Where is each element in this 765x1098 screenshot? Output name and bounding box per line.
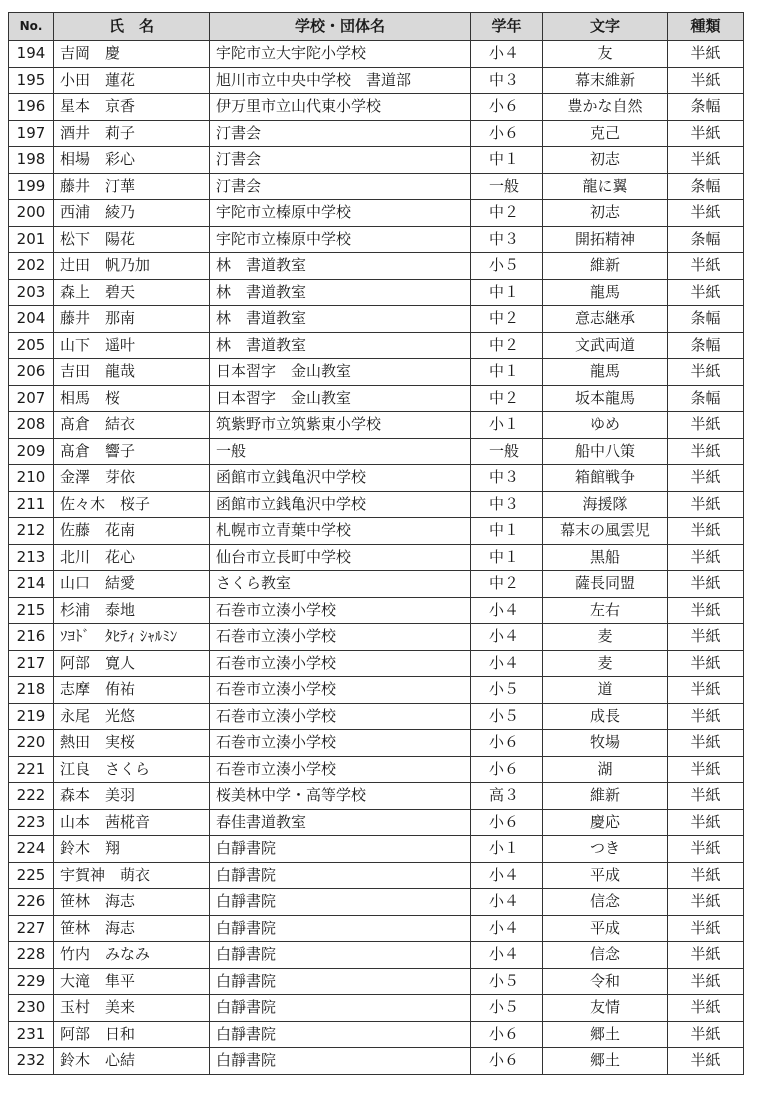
- cell-school: 汀書会: [210, 147, 471, 174]
- cell-no: 205: [9, 332, 54, 359]
- cell-type: 半紙: [668, 359, 744, 386]
- cell-type: 半紙: [668, 279, 744, 306]
- cell-no: 199: [9, 173, 54, 200]
- cell-no: 198: [9, 147, 54, 174]
- cell-school: 白靜書院: [210, 968, 471, 995]
- table-row: [9, 385, 744, 412]
- cell-grade: 小１: [471, 836, 543, 863]
- table-row: [9, 94, 744, 121]
- cell-type: 半紙: [668, 942, 744, 969]
- table-row: [9, 412, 744, 439]
- cell-type: 半紙: [668, 412, 744, 439]
- cell-school: 石巻市立湊小学校: [210, 703, 471, 730]
- cell-type: 半紙: [668, 862, 744, 889]
- table-row: [9, 332, 744, 359]
- header-type: 種類: [668, 13, 744, 41]
- cell-name: 髙倉 響子: [54, 438, 210, 465]
- cell-text: 郷土: [543, 1048, 668, 1075]
- cell-text: 船中八策: [543, 438, 668, 465]
- cell-school: 伊万里市立山代東小学校: [210, 94, 471, 121]
- cell-grade: 小４: [471, 862, 543, 889]
- table-row: [9, 518, 744, 545]
- table-header: [9, 13, 744, 41]
- table-row: [9, 253, 744, 280]
- cell-school: 白靜書院: [210, 1048, 471, 1075]
- cell-school: 汀書会: [210, 120, 471, 147]
- cell-no: 223: [9, 809, 54, 836]
- cell-type: 半紙: [668, 809, 744, 836]
- table-row: [9, 809, 744, 836]
- table-row: [9, 173, 744, 200]
- cell-text: 龍に翼: [543, 173, 668, 200]
- cell-no: 208: [9, 412, 54, 439]
- cell-school: 函館市立銭亀沢中学校: [210, 491, 471, 518]
- cell-school: 札幌市立青葉中学校: [210, 518, 471, 545]
- cell-name: 永尾 光悠: [54, 703, 210, 730]
- cell-name: 笹林 海志: [54, 915, 210, 942]
- cell-text: 龍馬: [543, 279, 668, 306]
- cell-no: 216: [9, 624, 54, 651]
- table-row: [9, 703, 744, 730]
- cell-text: 友情: [543, 995, 668, 1022]
- cell-school: 林 書道教室: [210, 279, 471, 306]
- header-no: No.: [9, 13, 54, 41]
- cell-name: 宇賀神 萌衣: [54, 862, 210, 889]
- cell-name: 熱田 実桜: [54, 730, 210, 757]
- cell-text: 初志: [543, 147, 668, 174]
- cell-school: 桜美林中学・高等学校: [210, 783, 471, 810]
- cell-grade: 中１: [471, 518, 543, 545]
- cell-text: 維新: [543, 253, 668, 280]
- cell-name: 相馬 桜: [54, 385, 210, 412]
- cell-grade: 小４: [471, 597, 543, 624]
- cell-type: 半紙: [668, 1021, 744, 1048]
- table-row: [9, 67, 744, 94]
- cell-school: 石巻市立湊小学校: [210, 730, 471, 757]
- cell-grade: 中３: [471, 67, 543, 94]
- cell-text: 幕末の風雲児: [543, 518, 668, 545]
- cell-name: 西浦 綾乃: [54, 200, 210, 227]
- cell-text: 信念: [543, 942, 668, 969]
- cell-school: 白靜書院: [210, 862, 471, 889]
- cell-name: 松下 陽花: [54, 226, 210, 253]
- table-row: [9, 836, 744, 863]
- cell-no: 212: [9, 518, 54, 545]
- cell-type: 半紙: [668, 783, 744, 810]
- cell-school: 林 書道教室: [210, 253, 471, 280]
- cell-type: 半紙: [668, 597, 744, 624]
- cell-type: 半紙: [668, 253, 744, 280]
- cell-school: 石巻市立湊小学校: [210, 650, 471, 677]
- cell-grade: 中２: [471, 332, 543, 359]
- cell-school: 宇陀市立榛原中学校: [210, 226, 471, 253]
- cell-name: 鈴木 翔: [54, 836, 210, 863]
- table-row: [9, 544, 744, 571]
- cell-school: 林 書道教室: [210, 306, 471, 333]
- cell-type: 半紙: [668, 465, 744, 492]
- cell-type: 条幅: [668, 94, 744, 121]
- cell-type: 半紙: [668, 41, 744, 68]
- cell-grade: 小６: [471, 1021, 543, 1048]
- cell-text: 箱館戦争: [543, 465, 668, 492]
- cell-grade: 小４: [471, 942, 543, 969]
- cell-school: 白靜書院: [210, 889, 471, 916]
- cell-school: 石巻市立湊小学校: [210, 624, 471, 651]
- cell-no: 203: [9, 279, 54, 306]
- cell-text: 維新: [543, 783, 668, 810]
- cell-name: 藤井 那南: [54, 306, 210, 333]
- cell-no: 194: [9, 41, 54, 68]
- cell-no: 206: [9, 359, 54, 386]
- cell-text: 平成: [543, 862, 668, 889]
- table-row: [9, 491, 744, 518]
- cell-no: 220: [9, 730, 54, 757]
- cell-no: 204: [9, 306, 54, 333]
- cell-school: 日本習字 金山教室: [210, 385, 471, 412]
- cell-type: 半紙: [668, 200, 744, 227]
- cell-type: 半紙: [668, 677, 744, 704]
- cell-type: 半紙: [668, 756, 744, 783]
- cell-name: 竹内 みなみ: [54, 942, 210, 969]
- cell-text: 開拓精神: [543, 226, 668, 253]
- table-row: [9, 624, 744, 651]
- table-row: [9, 995, 744, 1022]
- cell-school: 石巻市立湊小学校: [210, 756, 471, 783]
- cell-type: 半紙: [668, 438, 744, 465]
- cell-name: 山下 遥叶: [54, 332, 210, 359]
- table-row: [9, 1021, 744, 1048]
- cell-type: 半紙: [668, 624, 744, 651]
- table-row: [9, 677, 744, 704]
- cell-type: 条幅: [668, 226, 744, 253]
- table-row: [9, 226, 744, 253]
- cell-name: 阿部 寛人: [54, 650, 210, 677]
- cell-no: 219: [9, 703, 54, 730]
- entries-table: [8, 12, 744, 1075]
- cell-type: 半紙: [668, 67, 744, 94]
- header-name: 氏 名: [54, 13, 210, 41]
- cell-no: 229: [9, 968, 54, 995]
- cell-name: 相場 彩心: [54, 147, 210, 174]
- table-row: [9, 438, 744, 465]
- cell-grade: 中２: [471, 200, 543, 227]
- cell-name: 北川 花心: [54, 544, 210, 571]
- cell-type: 半紙: [668, 995, 744, 1022]
- cell-text: 平成: [543, 915, 668, 942]
- cell-name: 玉村 美来: [54, 995, 210, 1022]
- cell-text: 左右: [543, 597, 668, 624]
- cell-text: 麦: [543, 650, 668, 677]
- table-row: [9, 306, 744, 333]
- cell-no: 218: [9, 677, 54, 704]
- cell-name: 辻田 帆乃加: [54, 253, 210, 280]
- table-row: [9, 650, 744, 677]
- cell-grade: 中１: [471, 147, 543, 174]
- cell-text: 道: [543, 677, 668, 704]
- cell-text: 坂本龍馬: [543, 385, 668, 412]
- cell-school: 白靜書院: [210, 836, 471, 863]
- cell-name: 森上 碧天: [54, 279, 210, 306]
- cell-name: 酒井 莉子: [54, 120, 210, 147]
- cell-no: 230: [9, 995, 54, 1022]
- cell-no: 207: [9, 385, 54, 412]
- cell-text: 意志継承: [543, 306, 668, 333]
- cell-no: 214: [9, 571, 54, 598]
- cell-type: 条幅: [668, 332, 744, 359]
- cell-school: 白靜書院: [210, 1021, 471, 1048]
- cell-grade: 小５: [471, 253, 543, 280]
- cell-text: 海援隊: [543, 491, 668, 518]
- cell-school: 白靜書院: [210, 915, 471, 942]
- cell-no: 228: [9, 942, 54, 969]
- header-school: 学校・団体名: [210, 13, 471, 41]
- table-row: [9, 571, 744, 598]
- cell-grade: 中３: [471, 465, 543, 492]
- cell-type: 半紙: [668, 889, 744, 916]
- cell-text: 龍馬: [543, 359, 668, 386]
- cell-grade: 小１: [471, 412, 543, 439]
- cell-grade: 小６: [471, 1048, 543, 1075]
- cell-text: 牧場: [543, 730, 668, 757]
- cell-school: 白靜書院: [210, 995, 471, 1022]
- cell-text: 成長: [543, 703, 668, 730]
- cell-grade: 中２: [471, 571, 543, 598]
- cell-no: 197: [9, 120, 54, 147]
- cell-no: 217: [9, 650, 54, 677]
- cell-text: 黒船: [543, 544, 668, 571]
- cell-name: ｿﾖﾄﾞ ﾀﾋﾃｨ ｼｬﾙﾐﾝ: [54, 624, 210, 651]
- cell-grade: 中１: [471, 544, 543, 571]
- table-body: [9, 41, 744, 1075]
- cell-school: 旭川市立中央中学校 書道部: [210, 67, 471, 94]
- cell-no: 195: [9, 67, 54, 94]
- cell-grade: 一般: [471, 438, 543, 465]
- cell-name: 吉田 龍哉: [54, 359, 210, 386]
- cell-grade: 小６: [471, 756, 543, 783]
- cell-no: 196: [9, 94, 54, 121]
- cell-type: 条幅: [668, 173, 744, 200]
- cell-type: 半紙: [668, 915, 744, 942]
- cell-type: 半紙: [668, 703, 744, 730]
- cell-text: 幕末維新: [543, 67, 668, 94]
- cell-text: 郷土: [543, 1021, 668, 1048]
- cell-grade: 小５: [471, 677, 543, 704]
- cell-no: 224: [9, 836, 54, 863]
- cell-grade: 中２: [471, 306, 543, 333]
- cell-name: 阿部 日和: [54, 1021, 210, 1048]
- header-row: [9, 13, 744, 41]
- cell-school: 函館市立銭亀沢中学校: [210, 465, 471, 492]
- cell-no: 231: [9, 1021, 54, 1048]
- cell-school: 林 書道教室: [210, 332, 471, 359]
- cell-school: 一般: [210, 438, 471, 465]
- cell-no: 227: [9, 915, 54, 942]
- header-grade: 学年: [471, 13, 543, 41]
- cell-no: 232: [9, 1048, 54, 1075]
- cell-grade: 小５: [471, 703, 543, 730]
- table-row: [9, 968, 744, 995]
- cell-name: 江良 さくら: [54, 756, 210, 783]
- cell-no: 201: [9, 226, 54, 253]
- cell-name: 髙倉 結衣: [54, 412, 210, 439]
- table-row: [9, 756, 744, 783]
- table-row: [9, 465, 744, 492]
- cell-school: 宇陀市立大宇陀小学校: [210, 41, 471, 68]
- cell-grade: 小６: [471, 809, 543, 836]
- cell-school: 春佳書道教室: [210, 809, 471, 836]
- cell-no: 213: [9, 544, 54, 571]
- table-row: [9, 783, 744, 810]
- cell-name: 吉岡 慶: [54, 41, 210, 68]
- cell-name: 森本 美羽: [54, 783, 210, 810]
- cell-grade: 中３: [471, 491, 543, 518]
- cell-text: 麦: [543, 624, 668, 651]
- cell-text: 薩長同盟: [543, 571, 668, 598]
- cell-name: 杉浦 泰地: [54, 597, 210, 624]
- cell-grade: 小６: [471, 730, 543, 757]
- cell-name: 小田 蓮花: [54, 67, 210, 94]
- cell-grade: 小６: [471, 94, 543, 121]
- entry-list: [8, 12, 744, 1075]
- cell-no: 215: [9, 597, 54, 624]
- cell-no: 200: [9, 200, 54, 227]
- cell-type: 半紙: [668, 518, 744, 545]
- cell-grade: 小４: [471, 41, 543, 68]
- cell-school: 白靜書院: [210, 942, 471, 969]
- cell-no: 221: [9, 756, 54, 783]
- cell-text: ゆめ: [543, 412, 668, 439]
- cell-text: 豊かな自然: [543, 94, 668, 121]
- cell-type: 半紙: [668, 968, 744, 995]
- cell-type: 半紙: [668, 836, 744, 863]
- cell-grade: 小６: [471, 120, 543, 147]
- cell-type: 条幅: [668, 306, 744, 333]
- cell-school: 筑紫野市立筑紫東小学校: [210, 412, 471, 439]
- cell-school: 石巻市立湊小学校: [210, 677, 471, 704]
- cell-type: 半紙: [668, 650, 744, 677]
- cell-type: 半紙: [668, 544, 744, 571]
- cell-name: 星本 京香: [54, 94, 210, 121]
- header-text: 文字: [543, 13, 668, 41]
- cell-name: 藤井 汀華: [54, 173, 210, 200]
- cell-name: 志摩 侑祐: [54, 677, 210, 704]
- table-row: [9, 200, 744, 227]
- cell-no: 211: [9, 491, 54, 518]
- cell-type: 半紙: [668, 491, 744, 518]
- cell-name: 佐藤 花南: [54, 518, 210, 545]
- cell-school: 宇陀市立榛原中学校: [210, 200, 471, 227]
- cell-no: 222: [9, 783, 54, 810]
- cell-school: 日本習字 金山教室: [210, 359, 471, 386]
- table-row: [9, 889, 744, 916]
- table-row: [9, 597, 744, 624]
- table-row: [9, 41, 744, 68]
- cell-school: 汀書会: [210, 173, 471, 200]
- cell-school: さくら教室: [210, 571, 471, 598]
- cell-grade: 小４: [471, 915, 543, 942]
- cell-type: 半紙: [668, 730, 744, 757]
- table-row: [9, 942, 744, 969]
- cell-text: 克己: [543, 120, 668, 147]
- cell-grade: 一般: [471, 173, 543, 200]
- cell-text: 慶応: [543, 809, 668, 836]
- table-row: [9, 730, 744, 757]
- cell-grade: 中２: [471, 385, 543, 412]
- cell-name: 鈴木 心結: [54, 1048, 210, 1075]
- cell-text: 信念: [543, 889, 668, 916]
- cell-grade: 小４: [471, 624, 543, 651]
- cell-grade: 中１: [471, 359, 543, 386]
- cell-type: 半紙: [668, 120, 744, 147]
- table-row: [9, 862, 744, 889]
- table-row: [9, 359, 744, 386]
- cell-text: 令和: [543, 968, 668, 995]
- cell-name: 山口 結愛: [54, 571, 210, 598]
- cell-name: 佐々木 桜子: [54, 491, 210, 518]
- cell-school: 仙台市立長町中学校: [210, 544, 471, 571]
- cell-text: 初志: [543, 200, 668, 227]
- cell-text: 湖: [543, 756, 668, 783]
- cell-no: 210: [9, 465, 54, 492]
- table-row: [9, 279, 744, 306]
- table-row: [9, 915, 744, 942]
- cell-no: 226: [9, 889, 54, 916]
- cell-grade: 中１: [471, 279, 543, 306]
- cell-type: 半紙: [668, 147, 744, 174]
- cell-text: 友: [543, 41, 668, 68]
- cell-type: 条幅: [668, 385, 744, 412]
- cell-no: 209: [9, 438, 54, 465]
- cell-grade: 小４: [471, 889, 543, 916]
- cell-grade: 小４: [471, 650, 543, 677]
- cell-grade: 小５: [471, 995, 543, 1022]
- cell-grade: 小５: [471, 968, 543, 995]
- cell-text: つき: [543, 836, 668, 863]
- cell-name: 山本 茜椛音: [54, 809, 210, 836]
- cell-name: 金澤 芽依: [54, 465, 210, 492]
- cell-grade: 中３: [471, 226, 543, 253]
- cell-type: 半紙: [668, 571, 744, 598]
- cell-no: 202: [9, 253, 54, 280]
- cell-school: 石巻市立湊小学校: [210, 597, 471, 624]
- table-row: [9, 147, 744, 174]
- table-row: [9, 1048, 744, 1075]
- cell-name: 大滝 隼平: [54, 968, 210, 995]
- cell-type: 半紙: [668, 1048, 744, 1075]
- cell-text: 文武両道: [543, 332, 668, 359]
- cell-no: 225: [9, 862, 54, 889]
- table-row: [9, 120, 744, 147]
- cell-name: 笹林 海志: [54, 889, 210, 916]
- cell-grade: 高３: [471, 783, 543, 810]
